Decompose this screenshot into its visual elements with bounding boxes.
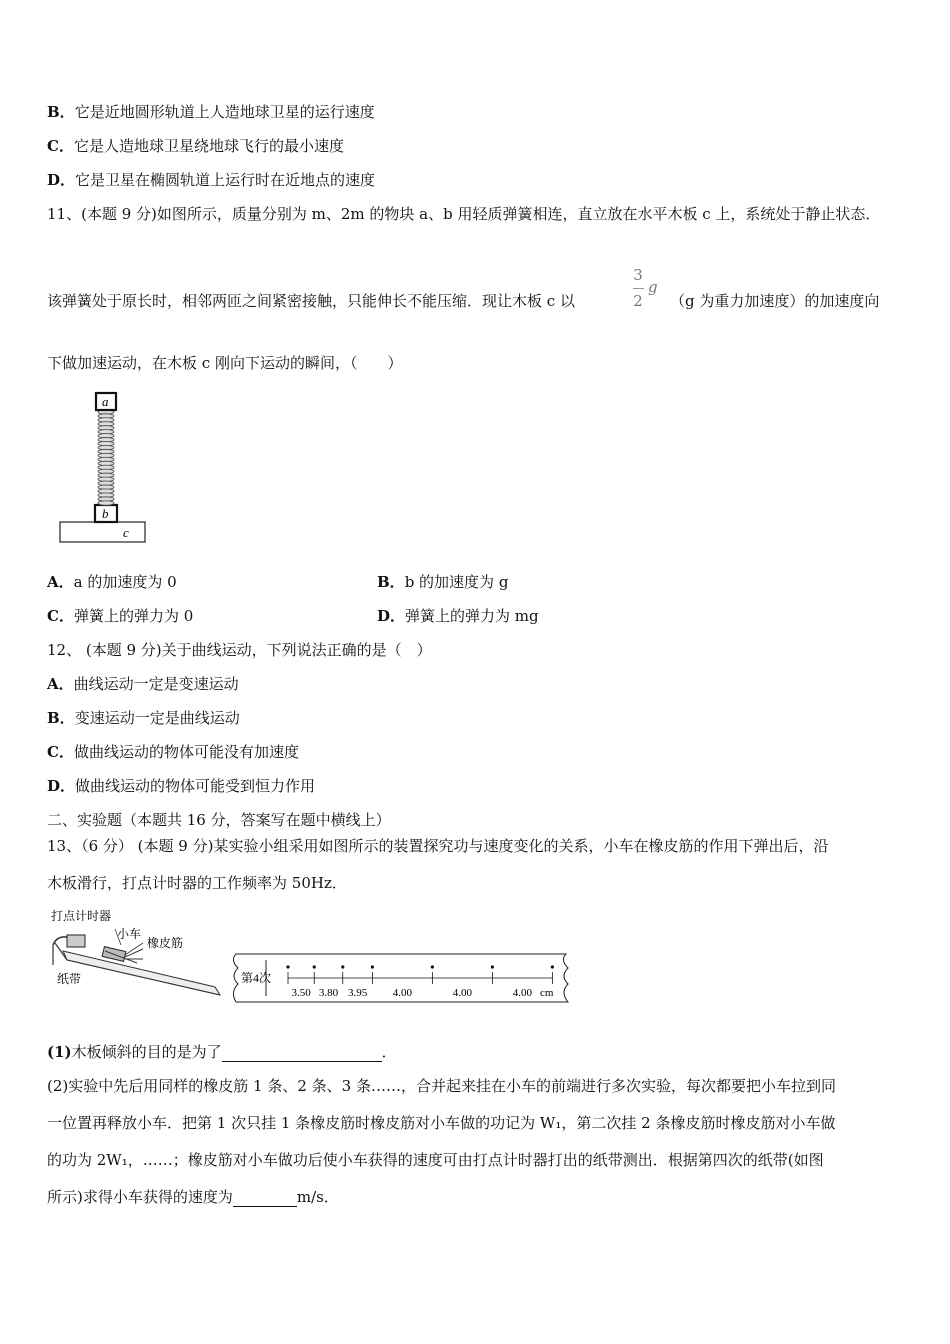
q11-stem-line2b: （g 为重力加速度）的加速度向 (670, 292, 880, 310)
q11-stem-line3: 下做加速运动，在木板 c 刚向下运动的瞬间，（ ） (47, 354, 403, 372)
option-letter: B． (47, 709, 75, 727)
q12-stem: 12、 (本题 9 分)关于曲线运动，下列说法正确的是（ ） (47, 641, 432, 659)
q11-option-a (47, 572, 177, 592)
tape-dot (341, 965, 344, 968)
q12-option-d (47, 776, 315, 796)
q13-part2-line3: 的功为 2W₁，……；橡皮筋对小车做功后使小车获得的速度可由打点计时器打出的纸带测出．根据第四次的纸带(如图 (47, 1151, 824, 1169)
tape-value: 4.00 (512, 987, 532, 999)
part-label: (1) (47, 1043, 72, 1061)
q12-option-c (47, 742, 299, 762)
fraction-variable: g (648, 278, 658, 296)
fraction-denominator: 2 (633, 292, 643, 310)
option-letter: A． (47, 675, 74, 693)
option-text: a 的加速度为 0 (73, 573, 177, 591)
part-text: 所示)求得小车获得的速度为 (47, 1188, 233, 1206)
part-end: ． (381, 1043, 397, 1061)
option-text: 弹簧上的弹力为 mg (405, 607, 539, 625)
fraction-bar (633, 288, 644, 289)
option-letter: B． (377, 573, 405, 591)
option-text: 它是近地圆形轨道上人造地球卫星的运行速度 (74, 103, 375, 121)
tape-value: 3.95 (347, 987, 368, 999)
q10-option-b (47, 102, 375, 122)
tape-dot (371, 965, 374, 968)
spring-coil (98, 410, 114, 505)
inclined-board (63, 951, 220, 995)
part-text: 木板倾斜的目的是为了 (71, 1043, 222, 1061)
tape-unit: cm (540, 987, 554, 999)
tape-dot (313, 965, 316, 968)
q13-part2-line1: (2)实验中先后用同样的橡皮筋 1 条、2 条、3 条……，合并起来挂在小车的前端进行多次实验，每次都要把小车拉到同 (47, 1077, 836, 1095)
label-a: a (102, 394, 109, 409)
option-letter: A． (47, 573, 74, 591)
label-c: c (123, 525, 129, 540)
option-text: 弹簧上的弹力为 0 (73, 607, 194, 625)
option-letter: D． (377, 607, 406, 625)
label-car: 小车 (117, 927, 142, 941)
answer-blank-2[interactable] (233, 1190, 297, 1207)
q12-option-a (47, 674, 239, 694)
option-letter: D． (47, 777, 76, 795)
option-letter: C． (47, 743, 74, 761)
q11-option-c (47, 606, 193, 626)
q13-part2-line2: 一位置再释放小车．把第 1 次只挂 1 条橡皮筋时橡皮筋对小车做的功记为 W₁，第二次挂 2 条橡皮筋时橡皮筋对小车做 (47, 1114, 836, 1132)
label-b: b (102, 506, 109, 521)
tape-value: 3.50 (291, 987, 311, 999)
q13-part1 (47, 1042, 397, 1062)
option-text: 做曲线运动的物体可能没有加速度 (73, 743, 299, 761)
tape-value: 4.00 (392, 987, 412, 999)
label-timer: 打点计时器 (51, 909, 112, 923)
section-title: 二、实验题（本题共 16 分，答案写在题中横线上） (47, 811, 391, 829)
option-letter: D． (47, 171, 76, 189)
q11-option-d (377, 606, 539, 626)
answer-blank-1[interactable] (222, 1045, 382, 1062)
q10-option-d (47, 170, 375, 190)
timer (67, 935, 85, 947)
spring-turn (98, 501, 114, 505)
q11-option-b (377, 572, 508, 592)
fraction-numerator: 3 (633, 266, 643, 284)
tape-value: 3.80 (318, 987, 339, 999)
q13-stem-line2: 木板滑行，打点计时器的工作频率为 50Hz． (47, 874, 347, 892)
tape-figure (230, 950, 575, 1010)
option-letter: C． (47, 607, 74, 625)
label-rubber: 橡皮筋 (147, 936, 184, 950)
option-text: 它是人造地球卫星绕地球飞行的最小速度 (73, 137, 344, 155)
option-letter: C． (47, 137, 74, 155)
option-text: 做曲线运动的物体可能受到恒力作用 (75, 777, 316, 795)
option-text: 曲线运动一定是变速运动 (73, 675, 239, 693)
tape-dot (491, 965, 494, 968)
apparatus-figure (45, 905, 235, 1005)
q13-part2-line4 (47, 1187, 339, 1207)
option-letter: B． (47, 103, 75, 121)
tape-dot (551, 965, 554, 968)
q11-stem-line1: 11、(本题 9 分)如图所示，质量分别为 m、2m 的物块 a、b 用轻质弹簧相连，直立放在水平木板 c 上，系统处于静止状态． (47, 205, 881, 223)
tape-title: 第4次 (241, 971, 272, 985)
option-text: b 的加速度为 g (404, 573, 509, 591)
q13-stem-line1: 13、（6 分） (本题 9 分)某实验小组采用如图所示的装置探究功与速度变化的关系，小车在橡皮筋的作用下弹出后，沿 (47, 837, 829, 855)
tape-value: 4.00 (452, 987, 472, 999)
tape-dot (431, 965, 434, 968)
option-text: 它是卫星在椭圆轨道上运行时在近地点的速度 (75, 171, 376, 189)
label-tape: 纸带 (57, 972, 82, 986)
q11-stem-line2a: 该弹簧处于原长时，相邻两匝之间紧密接触，只能伸长不能压缩．现让木板 c 以 (47, 292, 575, 310)
option-text: 变速运动一定是曲线运动 (74, 709, 240, 727)
q12-option-b (47, 708, 240, 728)
board-c (60, 522, 145, 542)
spring-figure (55, 388, 155, 548)
part-end: m/s． (296, 1188, 339, 1206)
tape-dot (286, 965, 289, 968)
q10-option-c (47, 136, 344, 156)
